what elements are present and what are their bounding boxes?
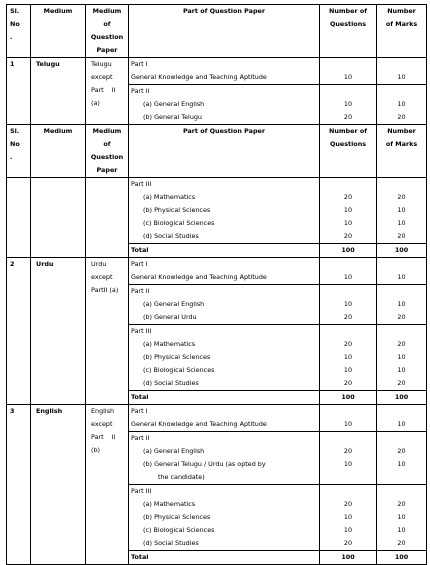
table-row <box>7 178 427 258</box>
header-medium: Medium <box>31 125 86 178</box>
header-part: Part of Question Paper <box>129 125 320 178</box>
header-questions: Number of Questions <box>320 5 377 58</box>
row-medium-of-paper <box>86 178 129 258</box>
row-parts: Part I General Knowledge and Teaching Aptitude Part II (a) General English (b) General Telugu / Urdu (as opted by the candidate) Part III (a) Mathematics (b) Physical Sciences (c) Biological Sciences (d) Social Studies Total <box>129 405 320 565</box>
row-questions: 20 10 10 20 100 <box>320 178 377 258</box>
document-page <box>6 4 426 565</box>
row-sl: 2 <box>7 258 31 405</box>
row-questions: 10 10 20 <box>320 58 377 125</box>
row-sl <box>7 178 31 258</box>
header-sl: Sl. No . <box>7 125 31 178</box>
row-medium: Telugu <box>31 58 86 125</box>
row-medium: Urdu <box>31 258 86 405</box>
row-medium-of-paper: Urdu except PartII (a) <box>86 258 129 405</box>
row-parts: Part III (a) Mathematics (b) Physical Sciences (c) Biological Sciences (d) Social Studies Total <box>129 178 320 258</box>
row-parts: Part I General Knowledge and Teaching Aptitude Part II (a) General English (b) General Telugu <box>129 58 320 125</box>
row-medium-of-paper: Telugu except Part II (a) <box>86 58 129 125</box>
row-medium-of-paper: English except Part II (b) <box>86 405 129 565</box>
row-sl: 1 <box>7 58 31 125</box>
header-part: Part of Question Paper <box>129 5 320 58</box>
row-questions: 10 10 20 20 10 10 20 100 <box>320 258 377 405</box>
row-questions: 10 20 10 20 10 10 20 100 <box>320 405 377 565</box>
row-marks: 10 10 20 <box>377 58 427 125</box>
table-header-row <box>7 5 427 58</box>
row-marks: 10 10 20 20 10 10 20 100 <box>377 258 427 405</box>
row-sl: 3 <box>7 405 31 565</box>
row-marks: 10 20 10 20 10 10 20 100 <box>377 405 427 565</box>
table-row <box>7 58 427 125</box>
table-row <box>7 405 427 565</box>
row-medium <box>31 178 86 258</box>
table-row <box>7 258 427 405</box>
header-sl: Sl. No . <box>7 5 31 58</box>
header-medium-of-paper: Medium of Question Paper <box>86 5 129 58</box>
header-medium: Medium <box>31 5 86 58</box>
table-header-row-repeat <box>7 125 427 178</box>
header-medium-of-paper: Medium of Question Paper <box>86 125 129 178</box>
row-parts: Part I General Knowledge and Teaching Aptitude Part II (a) General English (b) General Urdu Part III (a) Mathematics (b) Physical Sciences (c) Biological Sciences (d) Social Studies Total <box>129 258 320 405</box>
question-paper-table <box>6 4 427 565</box>
header-questions: Number of Questions <box>320 125 377 178</box>
header-marks: Number of Marks <box>377 5 427 58</box>
row-medium: English <box>31 405 86 565</box>
row-marks: 20 10 10 20 100 <box>377 178 427 258</box>
header-marks: Number of Marks <box>377 125 427 178</box>
